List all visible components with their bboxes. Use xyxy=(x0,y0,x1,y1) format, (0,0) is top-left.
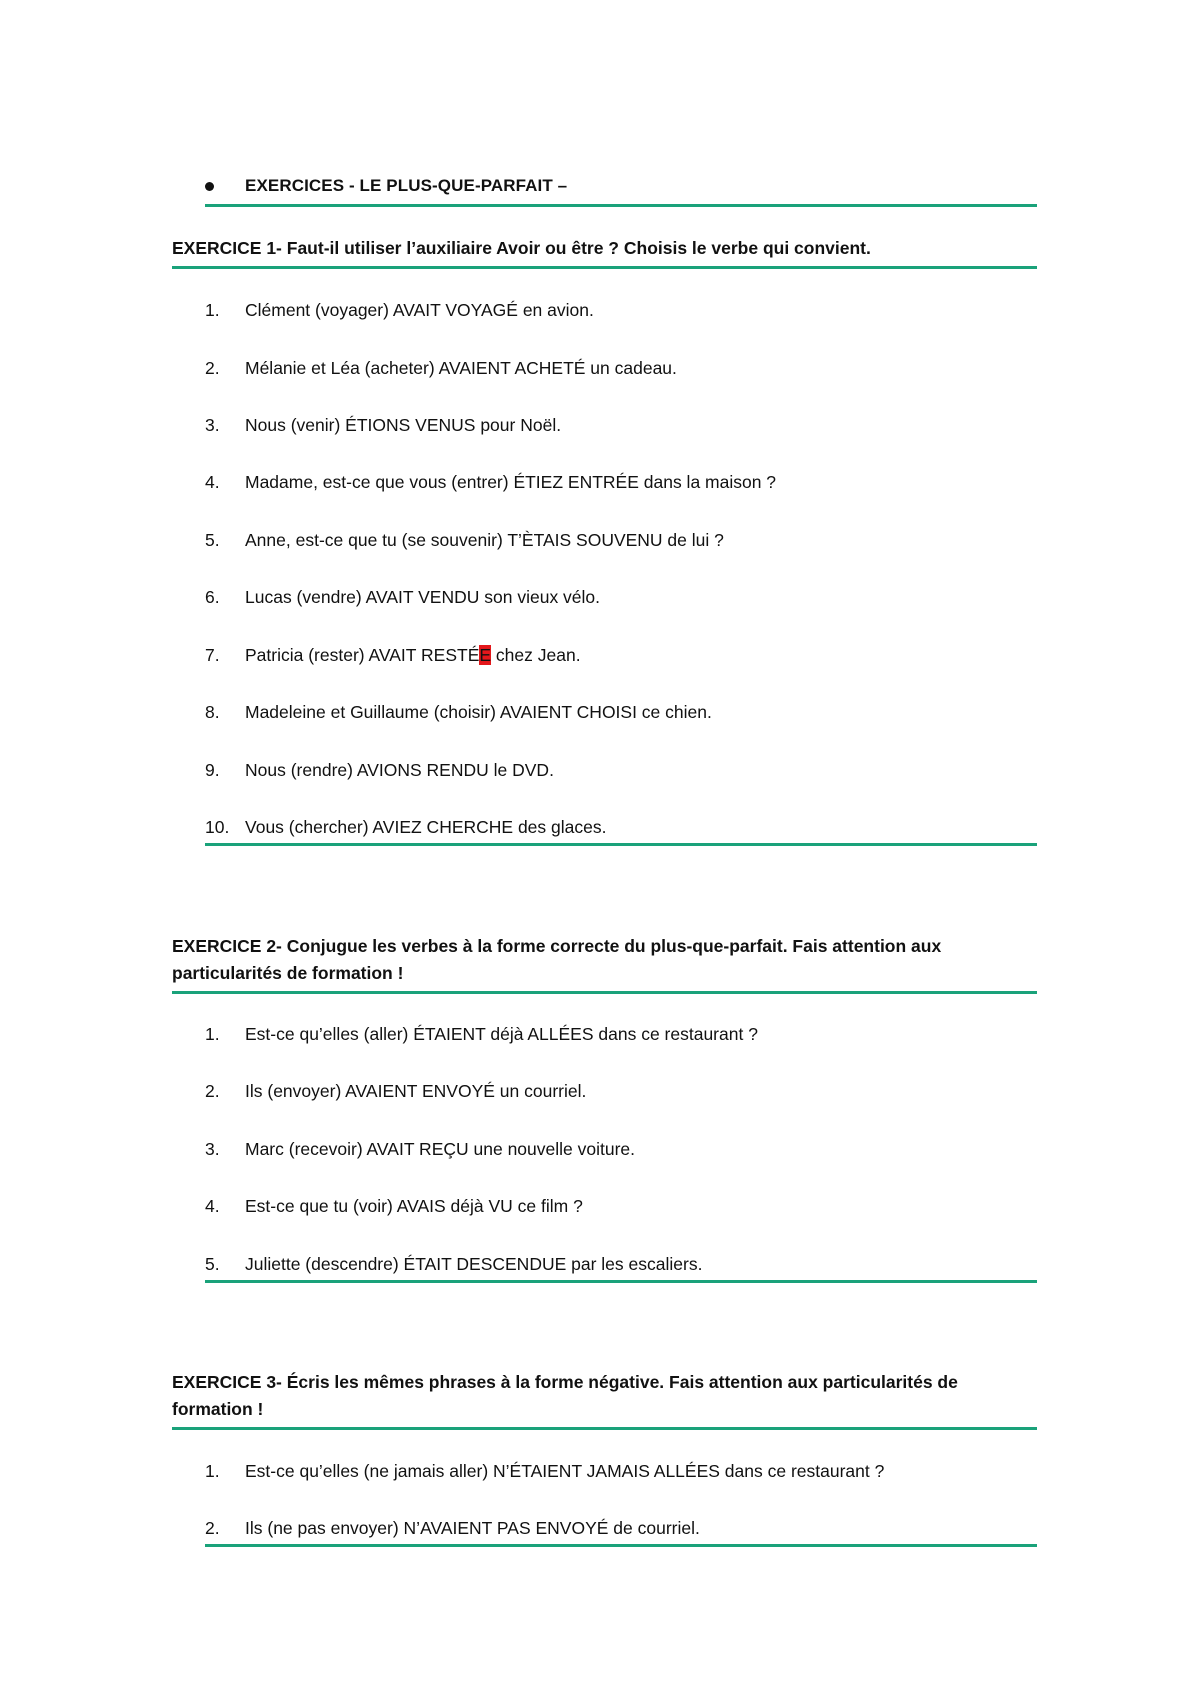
item-text: Ils (envoyer) AVAIENT ENVOYÉ un courriel. xyxy=(245,1081,587,1101)
item-text: Lucas (vendre) AVAIT VENDU son vieux vélo. xyxy=(245,587,601,607)
item-text: Marc (recevoir) AVAIT REÇU une nouvelle voiture. xyxy=(245,1139,636,1159)
exercise-1-item-9 xyxy=(205,758,1037,786)
exercise-1-item-7 xyxy=(205,643,1037,671)
item-text: Est-ce qu’elles (ne jamais aller) N’ÉTAIENT JAMAIS ALLÉES dans ce restaurant ? xyxy=(245,1461,885,1481)
exercise-1-item-10 xyxy=(205,815,1037,846)
item-text: Vous (chercher) AVIEZ CHERCHE des glaces. xyxy=(245,817,607,837)
item-number: 5. xyxy=(205,1254,220,1274)
exercise-3-heading: EXERCICE 3- Écris les mêmes phrases à la forme négative. Fais attention aux particularités de formation ! xyxy=(172,1369,1037,1430)
item-number: 2. xyxy=(205,1081,220,1101)
bullet-icon xyxy=(205,182,214,191)
item-number: 6. xyxy=(205,587,220,607)
item-text: Madeleine et Guillaume (choisir) AVAIENT CHOISI ce chien. xyxy=(245,702,712,722)
item-text: Madame, est-ce que vous (entrer) ÉTIEZ ENTRÉE dans la maison ? xyxy=(245,472,777,492)
title-text: EXERCICES - LE PLUS-QUE-PARFAIT – xyxy=(245,176,568,195)
item-text: Clément (voyager) AVAIT VOYAGÉ en avion. xyxy=(245,300,594,320)
item-text: Est-ce que tu (voir) AVAIS déjà VU ce film ? xyxy=(245,1196,583,1216)
item-number: 2. xyxy=(205,358,220,378)
document-title xyxy=(205,176,1037,207)
item-text: Nous (rendre) AVIONS RENDU le DVD. xyxy=(245,760,554,780)
item-number: 1. xyxy=(205,1024,220,1044)
exercise-1-item-3 xyxy=(205,413,1037,441)
item-number: 7. xyxy=(205,645,220,665)
exercise-1-item-8 xyxy=(205,700,1037,728)
item-number: 1. xyxy=(205,300,220,320)
item-text: Nous (venir) ÉTIONS VENUS pour Noël. xyxy=(245,415,562,435)
exercise-2-item-2 xyxy=(205,1079,1037,1107)
error-highlight: E xyxy=(479,645,492,665)
exercise-1-item-5 xyxy=(205,528,1037,556)
item-text: Juliette (descendre) ÉTAIT DESCENDUE par les escaliers. xyxy=(245,1254,703,1274)
item-number: 4. xyxy=(205,472,220,492)
item-number: 9. xyxy=(205,760,220,780)
item-number: 8. xyxy=(205,702,220,722)
item-text: Ils (ne pas envoyer) N’AVAIENT PAS ENVOYÉ de courriel. xyxy=(245,1518,700,1538)
item-number: 2. xyxy=(205,1518,220,1538)
exercise-2-item-4 xyxy=(205,1194,1037,1222)
exercise-1-item-6 xyxy=(205,585,1037,613)
item-text: Est-ce qu’elles (aller) ÉTAIENT déjà ALLÉES dans ce restaurant ? xyxy=(245,1024,758,1044)
item-number: 1. xyxy=(205,1461,220,1481)
item-number: 3. xyxy=(205,415,220,435)
exercise-1-item-1 xyxy=(205,298,1037,326)
item-text-before: Patricia (rester) AVAIT RESTÉ xyxy=(245,645,480,665)
item-text-after: chez Jean. xyxy=(491,645,581,665)
item-number: 3. xyxy=(205,1139,220,1159)
item-number: 10. xyxy=(205,817,230,837)
item-text: Anne, est-ce que tu (se souvenir) T’ÈTAIS SOUVENU de lui ? xyxy=(245,530,724,550)
exercise-2-item-3 xyxy=(205,1137,1037,1165)
item-text: Mélanie et Léa (acheter) AVAIENT ACHETÉ un cadeau. xyxy=(245,358,677,378)
item-text xyxy=(245,643,581,667)
item-number: 4. xyxy=(205,1196,220,1216)
exercise-1-item-2 xyxy=(205,356,1037,384)
exercise-2-item-1 xyxy=(205,1022,1037,1050)
exercise-1-heading: EXERCICE 1- Faut-il utiliser l’auxiliaire Avoir ou être ? Choisis le verbe qui convient. xyxy=(172,235,1037,269)
exercise-3-item-2 xyxy=(205,1516,1037,1547)
item-number: 5. xyxy=(205,530,220,550)
exercise-3-item-1 xyxy=(205,1459,1037,1487)
exercise-1-item-4 xyxy=(205,470,1037,498)
exercise-2-heading: EXERCICE 2- Conjugue les verbes à la forme correcte du plus-que-parfait. Fais attention aux particularités de formation ! xyxy=(172,933,1037,994)
exercise-2-item-5 xyxy=(205,1252,1037,1283)
